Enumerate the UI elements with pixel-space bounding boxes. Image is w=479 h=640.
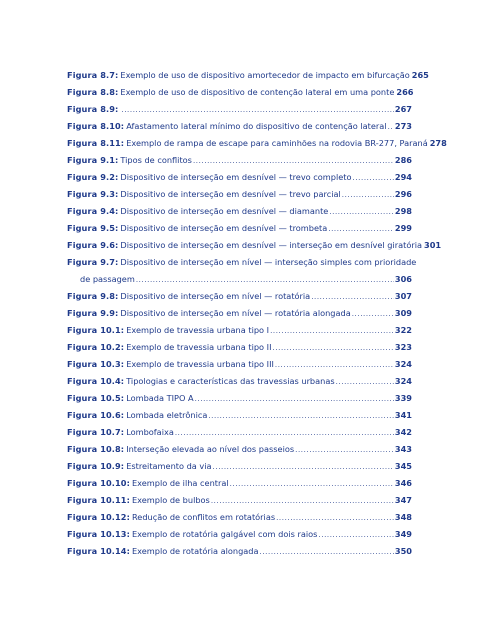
dot-leader <box>342 187 394 204</box>
toc-entry[interactable] <box>67 509 412 526</box>
figure-label: Figura 8.10: <box>67 121 125 131</box>
figure-label: Figura 10.2: <box>67 342 125 352</box>
figure-label: Figura 9.2: <box>67 172 119 182</box>
figure-title: Exemplo de uso de dispositivo de contenção lateral em uma ponte <box>120 87 395 97</box>
page-number: 301 <box>424 240 442 250</box>
toc-entry[interactable] <box>67 84 412 101</box>
figure-title: Dispositivo de interseção em desnível — interseção em desnível giratória <box>120 240 422 250</box>
dot-leader <box>273 340 394 357</box>
figure-title: Dispositivo de interseção em desnível — trombeta <box>120 223 328 233</box>
figure-label: Figura 8.11: <box>67 138 125 148</box>
dot-leader <box>352 306 394 323</box>
figure-label: Figura 9.1: <box>67 155 119 165</box>
toc-entry[interactable] <box>67 475 412 492</box>
figure-label: Figura 9.4: <box>67 206 119 216</box>
toc-entry[interactable] <box>67 237 442 254</box>
toc-entry[interactable] <box>67 356 412 373</box>
figure-label: Figura 10.1: <box>67 325 125 335</box>
figure-label: Figura 10.7: <box>67 427 125 437</box>
figure-label: Figura 10.10: <box>67 478 130 488</box>
dot-leader <box>336 374 394 391</box>
toc-entry[interactable] <box>67 543 412 560</box>
figure-title: Lombada TIPO A <box>126 393 194 403</box>
figure-label: Figura 10.5: <box>67 393 125 403</box>
figure-title: Lombofaixa <box>126 427 174 437</box>
page-number: 323 <box>394 342 412 352</box>
page-number: 339 <box>394 393 412 403</box>
page-number: 278 <box>429 138 447 148</box>
dot-leader <box>311 289 394 306</box>
figure-label: Figura 8.7: <box>67 70 119 80</box>
dot-leader <box>136 272 394 289</box>
dot-leader <box>213 459 394 476</box>
figure-label: Figura 10.11: <box>67 495 130 505</box>
page-number: 341 <box>394 410 412 420</box>
list-of-figures <box>67 67 447 560</box>
toc-entry[interactable] <box>67 186 412 203</box>
page-number: 294 <box>394 172 412 182</box>
figure-title: Exemplo de ilha central <box>131 478 229 488</box>
page-number: 265 <box>411 70 429 80</box>
toc-entry[interactable] <box>67 407 412 424</box>
page-number: 343 <box>394 444 412 454</box>
dot-leader <box>211 493 394 510</box>
figure-title: Exemplo de travessia urbana tipo I <box>126 325 270 335</box>
toc-entry[interactable] <box>67 203 412 220</box>
dot-leader <box>208 408 394 425</box>
toc-entry[interactable] <box>67 254 417 288</box>
figure-title: Redução de conflitos em rotatórias <box>131 512 276 522</box>
figure-label: Figura 10.14: <box>67 546 130 556</box>
toc-entry[interactable] <box>67 526 412 543</box>
figure-label: Figura 10.6: <box>67 410 125 420</box>
toc-entry[interactable] <box>67 424 412 441</box>
dot-leader <box>275 357 394 374</box>
page-number: 286 <box>394 155 412 165</box>
figure-title: Exemplo de rampa de escape para caminhões na rodovia BR-277, Paraná <box>126 138 428 148</box>
figure-label: Figura 10.13: <box>67 529 130 539</box>
page-number: 307 <box>394 291 412 301</box>
figure-label: Figura 8.8: <box>67 87 119 97</box>
toc-entry[interactable] <box>67 441 412 458</box>
dot-leader <box>328 221 394 238</box>
toc-entry[interactable] <box>67 305 412 322</box>
figure-label: Figura 9.8: <box>67 291 119 301</box>
toc-entry[interactable] <box>67 220 412 237</box>
figure-label: Figura 9.5: <box>67 223 119 233</box>
dot-leader <box>193 153 394 170</box>
dot-leader <box>270 323 394 340</box>
figure-title: Exemplo de rotatória alongada <box>131 546 259 556</box>
dot-leader <box>318 527 393 544</box>
toc-entry[interactable] <box>67 322 412 339</box>
page-number: 324 <box>394 376 412 386</box>
toc-entry[interactable] <box>67 288 412 305</box>
page-number: 273 <box>394 121 412 131</box>
figure-label: Figura 9.3: <box>67 189 119 199</box>
toc-entry[interactable] <box>67 101 412 118</box>
figure-title: Exemplo de travessia urbana tipo III <box>126 359 274 369</box>
figure-label: Figura 8.9: <box>67 104 119 114</box>
figure-title: Dispositivo de interseção em nível — rotatória <box>120 291 311 301</box>
figure-title: Dispositivo de interseção em desnível — trevo completo <box>120 172 352 182</box>
page-number: 347 <box>394 495 412 505</box>
toc-entry[interactable] <box>67 492 412 509</box>
page-number: 306 <box>394 274 412 284</box>
page-number: 346 <box>394 478 412 488</box>
dot-leader <box>353 170 394 187</box>
page-number: 350 <box>394 546 412 556</box>
dot-leader <box>175 425 394 442</box>
toc-entry[interactable] <box>67 390 412 407</box>
dot-leader <box>121 102 394 119</box>
figure-title: Dispositivo de interseção em nível — rotatória alongada <box>120 308 351 318</box>
page-number: 309 <box>394 308 412 318</box>
page-number: 348 <box>394 512 412 522</box>
figure-title: Interseção elevada ao nível dos passeios <box>126 444 295 454</box>
toc-entry[interactable] <box>67 339 412 356</box>
page-number: 267 <box>394 104 412 114</box>
page-number: 299 <box>394 223 412 233</box>
figure-label: Figura 9.7: <box>67 257 119 267</box>
toc-entry[interactable] <box>67 373 412 390</box>
figure-label: Figura 10.8: <box>67 444 125 454</box>
toc-entry[interactable] <box>67 152 412 169</box>
figure-title: Dispositivo de interseção em desnível — trevo parcial <box>120 189 341 199</box>
figure-title: Tipos de conflitos <box>120 155 192 165</box>
figure-label: Figura 10.3: <box>67 359 125 369</box>
toc-entry[interactable] <box>67 458 412 475</box>
figure-title: Exemplo de rotatória galgável com dois raios <box>131 529 318 539</box>
dot-leader <box>195 391 394 408</box>
toc-entry-line-2 <box>67 271 412 288</box>
figure-title: Lombada eletrônica <box>126 410 208 420</box>
toc-entry[interactable] <box>67 169 412 186</box>
page-number: 266 <box>396 87 414 97</box>
dot-leader <box>329 204 394 221</box>
figure-title: Exemplo de travessia urbana tipo II <box>126 342 272 352</box>
figure-label: Figura 9.6: <box>67 240 119 250</box>
toc-entry[interactable] <box>67 67 429 84</box>
dot-leader <box>276 510 394 527</box>
dot-leader <box>388 119 394 136</box>
toc-entry[interactable] <box>67 118 412 135</box>
page-number: 342 <box>394 427 412 437</box>
toc-entry[interactable] <box>67 135 447 152</box>
page-number: 296 <box>394 189 412 199</box>
page-number: 298 <box>394 206 412 216</box>
page-number: 349 <box>394 529 412 539</box>
figure-title: Tipologias e características das travessias urbanas <box>126 376 335 386</box>
dot-leader <box>230 476 394 493</box>
figure-title: Dispositivo de interseção em desnível — diamante <box>120 206 329 216</box>
toc-entry-line-1 <box>67 254 417 271</box>
figure-label: Figura 10.4: <box>67 376 125 386</box>
dot-leader <box>260 544 394 561</box>
figure-title: Exemplo de uso de dispositivo amortecedor de impacto em bifurcação <box>120 70 410 80</box>
figure-title-continued: de passagem <box>80 274 135 284</box>
figure-label: Figura 10.9: <box>67 461 125 471</box>
figure-label: Figura 10.12: <box>67 512 130 522</box>
page-number: 322 <box>394 325 412 335</box>
figure-title: Dispositivo de interseção em nível — interseção simples com prioridade <box>120 257 417 267</box>
figure-title: Exemplo de bulbos <box>131 495 210 505</box>
figure-label: Figura 9.9: <box>67 308 119 318</box>
figure-title: Estreitamento da via <box>126 461 212 471</box>
figure-title: Afastamento lateral mínimo do dispositivo de contenção lateral <box>126 121 387 131</box>
dot-leader <box>295 442 394 459</box>
page-number: 345 <box>394 461 412 471</box>
page-number: 324 <box>394 359 412 369</box>
